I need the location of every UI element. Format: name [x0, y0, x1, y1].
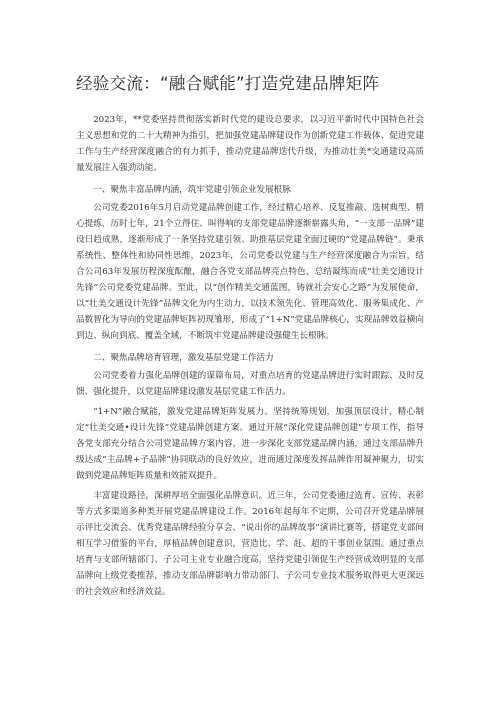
section-heading-1: 一、聚焦丰富品牌内涵，筑牢党建引领企业发展根脉 — [93, 185, 291, 195]
section2-paragraph-3: 丰富建设路径，深耕厚培全面强化品牌意识。近三年，公司党委通过选育、宣传、表彰等方式多渠道多种类开展党建品牌建设工作。2016年起每年不定期，公司召开党建品牌展示评比交流会、优秀党建品牌经验分享会、“说出你的品牌故事”演讲比赛等，搭建党支部间相互学习借鉴的平台，厚植品牌创建意识，营造比、学、赶、超的干事创业氛围。通过重点培育与支部所辖部门、子公司主业专业融合度高，坚持党建引领促生产经营成效明显的支部品牌向上级党委推荐，推动支部品牌影响力带动部门、子公司专业技术服务取得更大更深远的社会效应和经济效益。 — [76, 491, 424, 597]
article-body — [76, 112, 424, 600]
intro-paragraph: 2023年，**党委坚持贯彻落实新时代党的建设总要求，以习近平新时代中国特色社会主义思想和党的二十大精神为指引，把加强党建品牌建设作为创新党建工作载体、促进党建工作与生产经营深度融合的有力抓手，推动党建品牌迭代升级，为推动壮美*交通建设高质量发展注入强劲动能。 — [76, 115, 424, 173]
section2-paragraph-2: “1+N”融合赋能，激发党建品牌矩阵发展力。坚持统筹规划，加强顶层设计，精心制定“壮美交通•设计先锋”党建品牌创建方案。通过开展“深化党建品牌创建”专项工作，指导各党支部充分结合公司党建品牌方案内容，进一步深化支部党建品牌内涵，通过支部品牌升级达成“主品牌+子品牌”协同联动的良好效应，进而通过深度发挥品牌作用凝神聚力，切实做到党建品牌矩阵质量和效能双提升。 — [76, 407, 424, 481]
section1-paragraph: 公司党委2016年5月启动党建品牌创建工作，经过精心培养、反复推敲、选树典型、精心提炼，历时七年，21个立得住、叫得响的支部党建品牌逐渐崭露头角，“一支部一品牌”建设日趋成熟，逐渐形成了一条坚持党建引领、助推基层党建全面过硬的“党建品牌链”。秉承系统性、整体性和协同性思维，2023年，公司党委以党建与生产经营深度融合为宗旨，结合公司63年发展历程深度酝酿，融合各党支部品牌亮点特色，总结凝练而成“壮美交通设计先锋”公司党委党建品牌。至此，以“创作精美交通蓝图，铸就社会安心之路”为发展使命，以“壮美交通设计先锋”品牌文化为内生动力，以技术领先化、管理高效化、服务集成化、产品数智化为导向的党建品牌矩阵初现雏形，形成了“1+N”党建品牌核心，实现品牌效益横向到边、纵向到底、覆盖全域，不断筑牢党建品牌建设强健生长根脉。 — [76, 203, 424, 341]
page-title: 经验交流：“融合赋能”打造党建品牌矩阵 — [76, 74, 380, 93]
section2-paragraph-1: 公司党委着力强化品牌创建的谋篇布局，对重点培育的党建品牌进行实时跟踪、及时反馈、强化提升，以党建品牌建设激发基层党建工作活力。 — [76, 371, 424, 397]
section-heading-2: 二、聚焦品牌培育管理，激发基层党建工作活力 — [93, 353, 274, 363]
